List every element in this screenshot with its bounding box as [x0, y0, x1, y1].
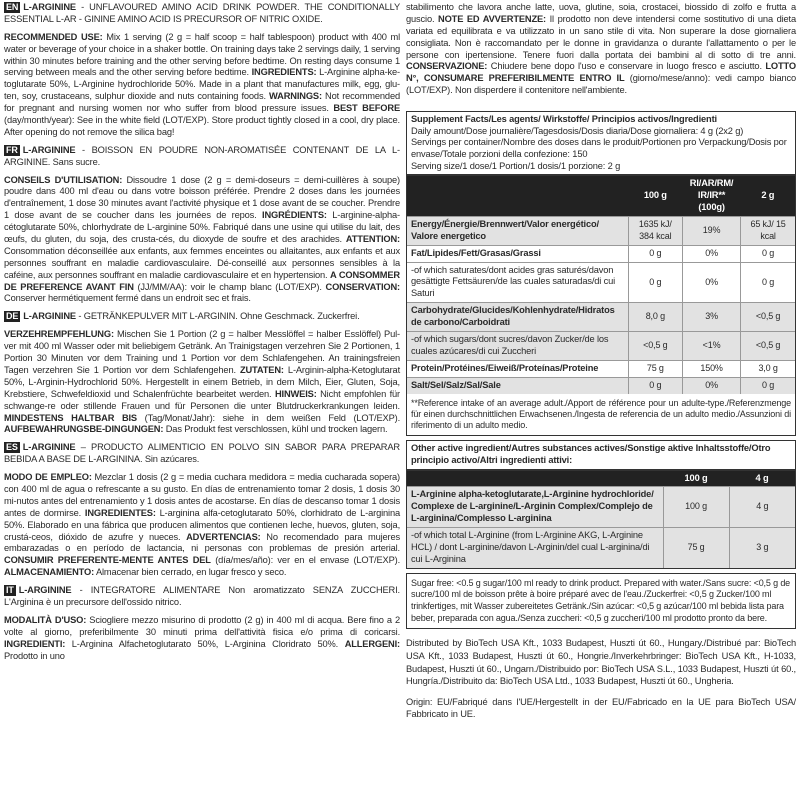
facts-col-ri: RI/AR/RM/ IR/IR** (100g) [682, 176, 740, 216]
de-warn-label: HINWEIS: [274, 388, 317, 399]
product-name-de: L-ARGININE [23, 311, 76, 322]
facts-title: Supplement Facts/Les agents/ Wirkstoffe/ Principios activos/Ingredienti [411, 114, 717, 125]
es-store-label: ALMACENAMIENTO: [4, 567, 95, 578]
nutrient-value: <1% [682, 331, 740, 360]
de-ing-label: ZUTATEN: [239, 364, 284, 375]
fr-ing-text: L-arginine-alpha-cétoglutarate 50%, chlorhydrate de L-arginine 50%. Fabriqué dans une usine qui utilise du lait, des œufs, du gluten, du soja, des crusta-cés, du dioxyde de soufre et des arachides. [4, 210, 400, 245]
it-note-label: NOTE ED AVVERTENZE: [438, 13, 546, 24]
nutrition-row [407, 331, 795, 360]
lang-badge-es: ES [6, 442, 18, 453]
nutrient-label: Carbohydrate/Glucides/Kohlenhydrate/Hidratos de carbono/Carboidrati [407, 303, 628, 332]
ingredient-label: -of which total L-Arginine (from L-Arginine AKG, L-Arginine HCL) / dont L-arginine/davon L-Arginin/del cual L-arginina/di cui L-Arginina [407, 528, 663, 568]
sugar-free-note: Sugar free: <0.5 g sugar/100 ml ready to drink product. Prepared with water./Sans sucre: <0,5 g de sucre/100 ml de boisson prête à boire préparé avec de l'eau./Zuckerfrei: <0,5 g Zucker/100 ml trinkfertiges, mit Wasser zubereitetes Getränk./Sin azúcar: <0,5 g azúcar/100 ml bebida lista para beber, preparada con agua./Senza zuccheri: <0,5 g zuccheri/100 ml prodotto pronto da bere. [406, 573, 796, 630]
origin-text: Origin: EU/Fabriqué dans l'UE/Hergestellt in der EU/Fabricado en la UE para BioTech USA/ Fabbricato in UE. [406, 696, 796, 720]
ingredient-value: 3 g [729, 528, 795, 568]
de-use-label: VERZEHREMPFEHLUNG: [4, 329, 114, 340]
nutrition-table-body [407, 216, 795, 393]
nutrition-table [407, 176, 795, 393]
nutrient-label: Salt/Sel/Salz/Sal/Sale [407, 377, 628, 393]
sugar-de: Ohne Geschmack. Zuckerfrei. [237, 311, 360, 322]
left-column [4, 2, 400, 668]
other-table-body [407, 487, 795, 568]
it-allergen-label: ALLERGENI: [344, 638, 400, 649]
facts-serving-size: Serving size/1 dose/1 Portion/1 dosis/1 porzione: 2 g [411, 160, 621, 171]
es-ing-text: L-arginina alfa-cetoglutarato 50%, clorhidrato de L-arginina 50%. Elaborado en una fábrica que producen alimentos que contienen leche, huevos, gluten, soja, crustá-ceos, dióxido de azufre y nueces. [4, 507, 400, 542]
en-body [4, 32, 400, 139]
other-ingredient-row [407, 487, 795, 528]
other-ingredients-box [406, 440, 796, 568]
it-heading [4, 585, 400, 609]
ri-footnote: **Reference intake of an average adult./Apport de référence pour un adulte-type./Referenzmenge für einen durchschnittlichen Erwachsenen./Ingesta de referencia de un adulto medio./Assunzioni di riferimento di un adulto medio. [411, 397, 791, 431]
nutrient-value: <0,5 g [741, 303, 795, 332]
fr-heading [4, 145, 400, 169]
nutrient-value: 0 g [628, 377, 682, 393]
es-body [4, 472, 400, 579]
fr-body [4, 175, 400, 306]
subtitle-fr: - BOISSON EN POUDRE NON-AROMATISÉE CONTENANT DE LA L-ARGININE. [4, 144, 400, 167]
en-ing-label: INGREDIENTS: [251, 67, 317, 78]
it-continued [406, 2, 796, 97]
nutrition-row [407, 303, 795, 332]
fr-ing-label: INGRÉDIENTS: [262, 210, 327, 221]
ingredient-label: L-Arginine alpha-ketoglutarate,L-Arginine hydrochloride/ Complexe de L-arginine/L-Arginin Complex/Complejo de L-arginina/Complesso L-arginina [407, 487, 663, 528]
sugar-es: Sin azúcares. [142, 454, 200, 465]
en-use-text: Mix 1 serving (2 g = half scoop = half tablespoon) product with 400 ml water or beverage of your choice in a shaker bottle. On training days take 2 servings daily, 1 serving within 30 minutes before training and the other serving before bedtime. On resting days consume 1 serving between meals and the other serving before bedtime. [4, 31, 400, 78]
nutrient-value: 75 g [628, 360, 682, 377]
nutrition-row [407, 262, 795, 303]
fr-warn-label: ATTENTION: [345, 234, 400, 245]
de-ing-text: L-Arginin-alpha-Ketoglutarat 50%, L-Arginin-Hydrochlorid 50%. Hergestellt in einem Betrieb, in dem Milch, Eier, Gluten, Soja, Krebstiere, Schwefeldioxid und Schalenfrüchte bearbeitet werden. [4, 364, 400, 399]
other-col-label [407, 471, 663, 487]
ingredient-value: 4 g [729, 487, 795, 528]
nutrient-value: 19% [682, 216, 740, 245]
fr-use-text: Dissoudre 1 dose (2 g = demi-doseurs = demi-cuillères à soupe) poudre dans 400 ml d'eau ou dans votre boisson préférée. Prendre 2 doses dans les journées d'entraînement, 1 dose 30 minutes avant l'activité physique et 1 dose avant de se coucher. Prendre 1 dose avant de se coucher dans les journées de repos. [4, 174, 400, 221]
other-col-4g: 4 g [729, 471, 795, 487]
de-store-text: Das Produkt fest verschlossen, kühl und trocken lagern. [163, 424, 388, 435]
es-best-label: CONSUMIR PREFERENTE-MENTE ANTES DEL [4, 555, 211, 566]
product-name-it: L-ARGININE [18, 585, 72, 596]
nutrient-value: 0 g [628, 262, 682, 303]
nutrient-value: 0 g [741, 377, 795, 393]
fr-store-text: Conserver hermétiquement fermé dans un endroit sec et frais. [4, 293, 251, 304]
it-cons-text: Chiudere bene dopo l'uso e conservare in luogo fresco e asciutto. [487, 61, 766, 72]
subtitle-it: - INTEGRATORE ALIMENTARE Non aromatizzato SENZA ZUCCHERI. L'Arginina è un precursore dell'ossido nitrico. [4, 585, 400, 607]
en-warn-label: WARNINGS: [269, 91, 322, 102]
ingredient-value: 100 g [663, 487, 729, 528]
es-warn-label: ADVERTENCIAS: [186, 531, 261, 542]
facts-col-100g: 100 g [628, 176, 682, 216]
nutrient-value: 65 kJ/ 15 kcal [741, 216, 795, 245]
es-best-text: (día/mes/año): ver en el envase (LOT/EXP). [210, 555, 400, 566]
nutrient-value: 3,0 g [741, 360, 795, 377]
nutrient-label: -of which sugars/dont sucres/davon Zucker/de los cuales azúcares/di cui Zuccheri [407, 331, 628, 360]
it-use-label: MODALITÀ D'USO: [4, 614, 87, 625]
nutrient-value: 0 g [741, 262, 795, 303]
fr-warn-text: Consommation déconseillée aux enfants, aux femmes enceintes ou allaitantes, aux enfants et aux personnes souffrant en maladie cardiovasculaire. Dé-conseillé aux personnes sensibles à la caféine, aux personnes souffrant en maladie cardiovasculaire et en hypertension. [4, 245, 400, 280]
it-note-text: Il prodotto non deve intendersi come sostitutivo di una dieta variata ed equilibrata e va utilizzato in un sano stile di vita. Non superare la dose giornaliera consigliata. Non è raccomandato per le donne in gravidanza o durante l'allattamento o per le persone con ipertensione. Tenere fuori dalla portata dei bambini al di sotto di tre anni. [406, 13, 796, 60]
it-lot-text: (giorno/mese/anno): vedi campo bianco (LOT/EXP). Non disperdere il contenitore nell'ambiente. [406, 73, 797, 96]
facts-servings: Servings per container/Nombre des doses dans le produit/Portionen pro Verpackung/Dosis por envase/Totale porzioni della confezione: 150 [411, 137, 787, 159]
product-name-en: L-ARGININE [23, 2, 76, 12]
fr-use-label: CONSEILS D'UTILISATION: [4, 174, 123, 185]
facts-header [407, 112, 795, 176]
product-name-fr: L-ARGININE [22, 144, 76, 155]
it-ing-label: INGREDIENTI: [4, 638, 66, 649]
it-lot-label: LOTTO N°, CONSUMARE PREFERIBILMENTE ENTRO IL [406, 61, 796, 84]
en-ing-text: L-Arginine alpha-ke-toglutarate 50%, L-Arginine hydrochloride 50%. Made in a plant that manufactures milk, egg, glu-ten, soy, crustaceans, sulphur dioxide and nuts containing foods. [4, 67, 401, 102]
it-allergen-text: Prodotto in uno [4, 650, 65, 661]
right-column [406, 2, 796, 721]
ingredient-value: 75 g [663, 528, 729, 568]
es-heading [4, 442, 400, 466]
it-body [4, 615, 400, 663]
subtitle-es: – PRODUCTO ALIMENTICIO EN POLVO SIN SABOR PARA PREPARAR BEBIDA A BASE DE L-ARGININA. [4, 442, 400, 465]
nutrient-value: 150% [682, 360, 740, 377]
fr-best-label: A CONSOMMER DE PREFERENCE AVANT FIN [4, 269, 400, 292]
facts-col-2g: 2 g [741, 176, 795, 216]
nutrient-label: Energy/Énergie/Brennwert/Valor energético/ Valore energetico [407, 216, 628, 245]
nutrient-value: 8,0 g [628, 303, 682, 332]
de-body [4, 329, 400, 436]
distributor-text: Distributed by BioTech USA Kft., 1033 Budapest, Huszti út 60., Hungary./Distribué par: BioTech USA Kft., 1033 Budapest, Huszti út 60., Hongrie./Inverkehrbringer: BioTech USA Kft., H-1033, Budapest, Huszti út 60., Ungarn./Distribuido por: BioTech USA S.L., 1033 Budapest, Huszti út 60., Hungría./Distribuito da: BioTech USA Ltd., 1033 Budapest, Huszti út 60., Ungheria. [406, 638, 796, 687]
es-use-text: Mezclar 1 dosis (2 g = media cuchara medidora = media cucharada sopera) con 400 ml de agua o refrescante a su gusto. En días de entrenamiento tomar 2 dosis, 1 dosis 30 mi-nutos antes del entrenamiento y 1 dosis antes de acostarse. En días de descanso tomar 1 dosis antes de dormirse. [4, 472, 401, 518]
lang-badge-de: DE [6, 311, 19, 322]
supplement-facts-box [406, 111, 796, 436]
de-best-text: (Tag/Monat/Jahr): siehe in dem weißen Feld (LOT/EXP). [137, 412, 400, 423]
subtitle-de: - GETRÄNKEPULVER MIT L-ARGININ. [75, 311, 238, 322]
en-heading [4, 2, 400, 26]
nutrient-value: 0 g [628, 245, 682, 262]
facts-daily-amount: Daily amount/Dose journalière/Tagesdosis/Dosis diaria/Dose giornaliera: 4 g (2x2 g) [411, 125, 744, 136]
other-ingredients-table [407, 471, 795, 568]
sugar-fr: Sans sucre. [50, 156, 101, 167]
es-warn-text: No recomendado para mujeres embarazadas o en período de lactancia, ni personas con problemas de presión arterial. [4, 531, 400, 554]
de-use-text: Mischen Sie 1 Portion (2 g = halber Messlöffel = halber Esslöffel) Pul-ver mit 400 ml Wasser oder mit beliebigem Getränk. An Trainigstagen verzehren Sie 2 Portionen, 1 Portion 30 Minuten vor dem Training und 1 Portion vor dem Schlafengehen. An trainingsfreien Tagen verzehren Sie 1 Portion vor dem Schlafengehen. [4, 329, 400, 375]
de-store-label: AUFBEWAHRUNGSBE-DINGUNGEN: [4, 424, 164, 435]
nutrient-value: <0,5 g [628, 331, 682, 360]
other-col-100g: 100 g [663, 471, 729, 487]
other-title: Other active ingredient/Autres substances actives/Sonstige aktive Inhaltsstoffe/Otro principio activo/Altri ingredienti attivi: [407, 441, 795, 470]
nutrient-label: Fat/Lipides/Fett/Grasas/Grassi [407, 245, 628, 262]
nutrient-value: 1635 kJ/ 384 kcal [628, 216, 682, 245]
nutrient-value: 0% [682, 377, 740, 393]
de-best-label: MINDESTENS HALTBAR BIS [4, 412, 137, 423]
fr-best-text: (JJ/MM/AA): voir le champ blanc (LOT/EXP). [133, 281, 326, 292]
nutrient-label: Protein/Protéines/Eiweiß/Proteínas/Proteine [407, 360, 628, 377]
en-best-text: (day/month/year): See in the white field (LOT/EXP). Store product tightly closed in a cool, dry place. After opening do not remove the silica bag! [4, 115, 400, 137]
product-name-es: L-ARGININE [22, 442, 76, 453]
fr-store-label: CONSERVATION: [325, 281, 400, 292]
nutrition-row [407, 245, 795, 262]
facts-col-label [407, 176, 628, 216]
nutrient-value: 3% [682, 303, 740, 332]
nutrient-value: <0,5 g [741, 331, 795, 360]
nutrition-row [407, 216, 795, 245]
lang-badge-it: IT [6, 585, 14, 596]
nutrient-label: -of which saturates/dont acides gras saturés/davon gesättigte Fettsäuren/de las cuales saturadas/di cui Saturi [407, 262, 628, 303]
it-ing-text: L-Arginina Alfachetoglutarato 50%, L-Arginina Cloridrato 50%. [65, 638, 345, 649]
it-cons-label: CONSERVAZIONE: [406, 61, 488, 72]
nutrition-row [407, 360, 795, 377]
nutrient-value: 0 g [741, 245, 795, 262]
it-cont-text: stabilimento che lavora anche latte, uova, glutine, soia, crostacei, biossido di zolfo e frutta a guscio. [406, 2, 796, 24]
es-use-label: MODO DE EMPLEO: [4, 472, 92, 483]
it-use-text: Sciogliere mezzo misurino di prodotto (2 g) in 400 ml di acqua. Bere fino a 2 volte al giorno, preferibilmente 30 minuti prima dell'attività fisica e/o prima di coricarsi. [4, 614, 400, 637]
es-store-text: Almacenar bien cerrado, en lugar fresco y seco. [94, 567, 287, 578]
en-best-label: BEST BEFORE [333, 103, 401, 114]
en-use-label: RECOMMENDED USE: [4, 31, 103, 42]
lang-badge-en: EN [6, 2, 19, 12]
subtitle-en: - UNFLAVOURED AMINO ACID DRINK POWDER. THE CONDITIONALLY ESSENTIAL L-AR - GININE AMINO ACID IS PRECURSOR OF NITRIC OXIDE. [4, 2, 400, 24]
de-heading [4, 311, 400, 323]
lang-badge-fr: FR [6, 144, 18, 155]
nutrient-value: 0% [682, 245, 740, 262]
de-warn-text: Nicht empfohlen für schwange-re oder stillende Frauen und für Personen die unter Blutdruckerkrankungen leiden. [4, 388, 400, 411]
nutrition-row [407, 377, 795, 393]
en-warn-text: Not recommended for pregnant and nursing women nor who suffer from blood pressure issues. [4, 91, 400, 114]
es-ing-label: INGREDIENTES: [84, 507, 156, 518]
nutrient-value: 0% [682, 262, 740, 303]
other-ingredient-row [407, 528, 795, 568]
